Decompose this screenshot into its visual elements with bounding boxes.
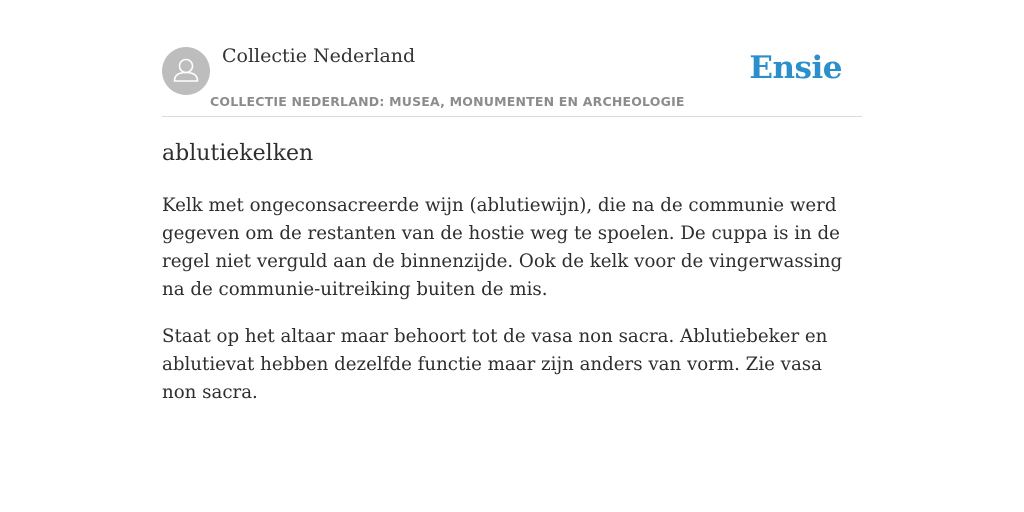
author-name[interactable]: Collectie Nederland — [222, 45, 416, 67]
ensie-logo[interactable]: Ensie — [749, 50, 842, 86]
author-subtitle: COLLECTIE NEDERLAND: MUSEA, MONUMENTEN EN ARCHEOLOGIE — [210, 94, 685, 109]
author-header — [162, 40, 862, 117]
article — [162, 138, 862, 407]
user-icon — [162, 47, 210, 95]
article-title: ablutiekelken — [162, 141, 314, 166]
avatar[interactable] — [162, 47, 210, 95]
article-paragraph: Staat op het altaar maar behoort tot de vasa non sacra. Ablutiebeker en ablutievat hebben dezelfde functie maar zijn anders van vorm. Zie vasa non sacra. — [162, 326, 828, 403]
article-paragraph: Kelk met ongeconsacreerde wijn (ablutiewijn), die na de communie werd gegeven om de restanten van de hostie weg te spoelen. De cuppa is in de regel niet verguld aan de binnenzijde. Ook de kelk voor de vingerwassing na de communie-uitreiking buiten de mis. — [162, 195, 843, 300]
